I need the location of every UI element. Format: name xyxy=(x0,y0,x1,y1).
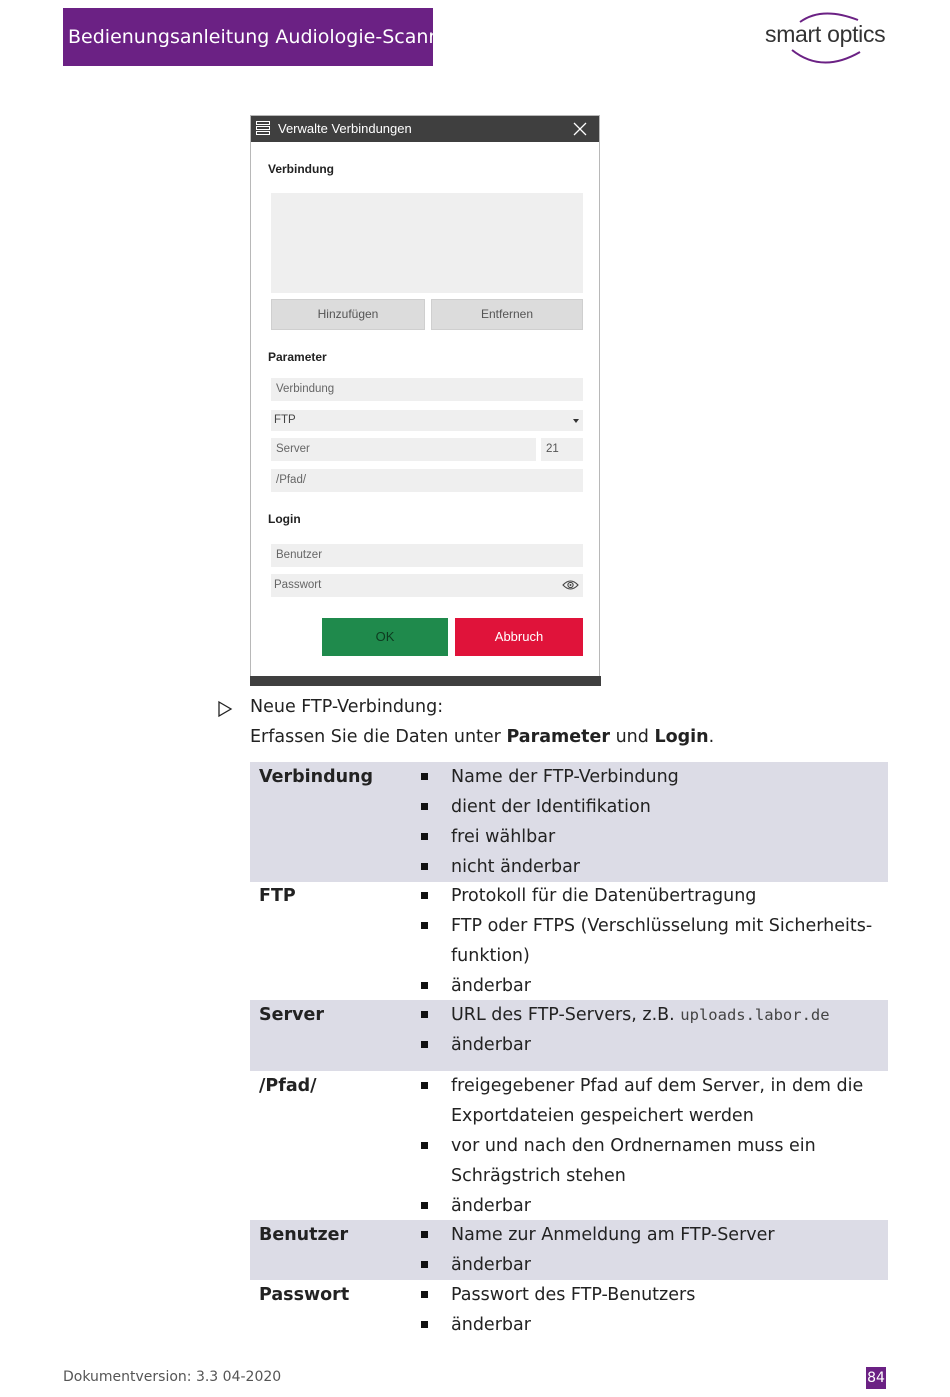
user-field[interactable]: Benutzer xyxy=(271,544,583,567)
document-version: Dokumentversion: 3.3 04-2020 xyxy=(63,1369,282,1385)
password-field[interactable] xyxy=(271,574,583,597)
intro-instruction: Erfassen Sie die Daten unter Parameter und Login. xyxy=(250,727,715,747)
list-item: änderbar xyxy=(420,1030,880,1060)
table-row xyxy=(250,1000,888,1071)
section-connection-heading: Verbindung xyxy=(268,162,334,176)
list-item: FTP oder FTPS (Verschlüsselung mit Sicherheits-funktion) xyxy=(420,911,880,971)
section-parameter-heading: Parameter xyxy=(268,350,327,364)
ok-button[interactable]: OK xyxy=(322,618,448,656)
cancel-button[interactable]: Abbruch xyxy=(455,618,583,656)
intro-heading: Neue FTP-Verbindung: xyxy=(250,697,444,717)
dialog-title: Verwalte Verbindungen xyxy=(278,121,412,136)
document-header-title: Bedienungsanleitung Audiologie-Scanner xyxy=(63,8,433,66)
list-item: vor und nach den Ordnernamen muss ein Schrägstrich stehen xyxy=(420,1131,880,1191)
row-label: Benutzer xyxy=(259,1225,349,1245)
page-number: 84 xyxy=(866,1367,886,1389)
list-item: freigegebener Pfad auf dem Server, in dem die Exportdateien gespeichert werden xyxy=(420,1071,880,1131)
list-icon xyxy=(256,120,270,136)
chevron-down-icon xyxy=(573,419,579,423)
table-row xyxy=(250,762,888,882)
list-item: änderbar xyxy=(420,1310,880,1340)
list-item: nicht änderbar xyxy=(420,852,880,882)
dialog-bottom-bar xyxy=(250,676,601,686)
list-item: Name zur Anmeldung am FTP-Server xyxy=(420,1220,880,1250)
connection-list[interactable] xyxy=(271,193,583,293)
eye-icon[interactable] xyxy=(562,579,579,591)
example-url: uploads.labor.de xyxy=(680,1006,830,1024)
list-item: frei wählbar xyxy=(420,822,880,852)
protocol-select[interactable] xyxy=(271,410,583,431)
list-item: dient der Identifikation xyxy=(420,792,880,822)
add-button[interactable]: Hinzufügen xyxy=(271,299,425,330)
triangle-bullet-icon xyxy=(217,700,233,718)
close-icon[interactable] xyxy=(573,122,587,136)
row-label: FTP xyxy=(259,886,296,906)
list-item: URL des FTP-Servers, z.B. uploads.labor.de xyxy=(420,1000,880,1030)
company-logo xyxy=(760,8,890,68)
table-row xyxy=(250,881,888,1001)
port-field[interactable]: 21 xyxy=(541,438,583,461)
table-row xyxy=(250,1071,888,1221)
list-item: Name der FTP-Verbindung xyxy=(420,762,880,792)
list-item: Passwort des FTP-Benutzers xyxy=(420,1280,880,1310)
list-item: änderbar xyxy=(420,1191,880,1221)
path-field[interactable]: /Pfad/ xyxy=(271,469,583,492)
connection-name-field[interactable]: Verbindung xyxy=(271,378,583,401)
list-item: änderbar xyxy=(420,971,880,1001)
list-item: Protokoll für die Datenübertragung xyxy=(420,881,880,911)
table-row xyxy=(250,1220,888,1280)
row-label: Verbindung xyxy=(259,767,374,787)
dialog-titlebar xyxy=(251,116,599,142)
protocol-select-value: FTP xyxy=(274,414,296,426)
server-field[interactable]: Server xyxy=(271,438,536,461)
row-label: /Pfad/ xyxy=(259,1076,317,1096)
logo-text: smart optics xyxy=(765,21,886,47)
list-item: änderbar xyxy=(420,1250,880,1280)
row-label: Passwort xyxy=(259,1285,350,1305)
table-row xyxy=(250,1280,888,1340)
section-login-heading: Login xyxy=(268,512,301,526)
row-label: Server xyxy=(259,1005,325,1025)
password-placeholder: Passwort xyxy=(274,579,322,591)
manage-connections-dialog xyxy=(250,115,600,686)
remove-button[interactable]: Entfernen xyxy=(431,299,583,330)
